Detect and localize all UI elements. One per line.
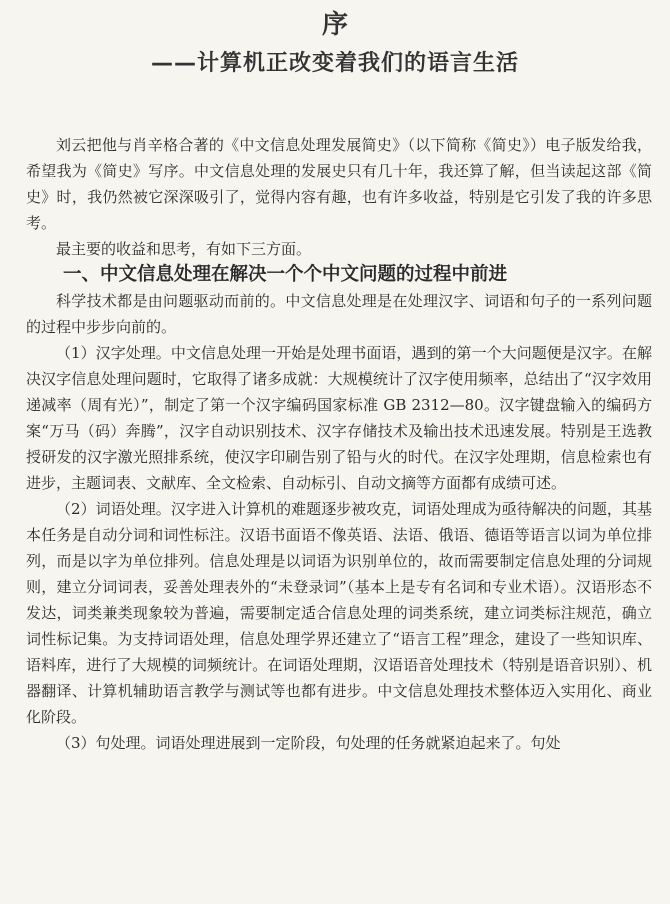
paragraph: （1）汉字处理。中文信息处理一开始是处理书面语，遇到的第一个大问题便是汉字。在解决汉字信息处理问题时，它取得了诸多成就：大规模统计了汉字使用频率，总结出了“汉字效用递减率（周有光）”，制定了第一个汉字编码国家标准 GB 2312—80。汉字键盘输入的编码方案“万马（码）奔腾”，汉字自动识别技术、汉字存储技术及输出技术迅速发展。特别是王选教授研发的汉字激光照排系统，使汉字印刷告别了铅与火的时代。在汉字处理期，信息检索也有进步，主题词表、文献库、全文检索、自动标引、自动文摘等方面都有成绩可述。: [26, 344, 652, 492]
page-title: 序: [321, 10, 348, 40]
paragraph: （3）句处理。词语处理进展到一定阶段，句处理的任务就紧迫起来了。句处: [56, 734, 561, 752]
document-body: [26, 132, 652, 756]
paragraph: 刘云把他与肖辛格合著的《中文信息处理发展简史》（以下简称《简史》）电子版发给我，希望我为《简史》写序。中文信息处理的发展史只有几十年，我还算了解，但当读起这部《简史》时，我仍然被它深深吸引了，觉得内容有趣，也有许多收益，特别是它引发了我的许多思考。: [26, 136, 652, 232]
page-subtitle: ——计算机正改变着我们的语言生活: [150, 51, 519, 76]
paragraph: 科学技术都是由问题驱动而前的。中文信息处理是在处理汉字、词语和句子的一系列问题的过程中步步向前的。: [26, 292, 652, 336]
paragraph: （2）词语处理。汉字进入计算机的难题逐步被攻克，词语处理成为亟待解决的问题，其基本任务是自动分词和词性标注。汉语书面语不像英语、法语、俄语、德语等语言以词为单位排列，而是以字为单位排列。信息处理是以词语为识别单位的，故而需要制定信息处理的分词规则，建立分词词表，妥善处理表外的“未登录词”（基本上是专有名词和专业术语）。汉语形态不发达，词类兼类现象较为普遍，需要制定适合信息处理的词类系统，建立词类标注规范，确立词性标记集。为支持词语处理，信息处理学界还建立了“语言工程”理念，建设了一些知识库、语料库，进行了大规模的词频统计。在词语处理期，汉语语音处理技术（特别是语音识别）、机器翻译、计算机辅助语言教学与测试等也都有进步。中文信息处理技术整体迈入实用化、商业化阶段。: [26, 500, 652, 726]
section-heading: 一、中文信息处理在解决一个个中文问题的过程中前进: [63, 264, 508, 285]
paragraph: 最主要的收益和思考，有如下三方面。: [56, 240, 312, 258]
